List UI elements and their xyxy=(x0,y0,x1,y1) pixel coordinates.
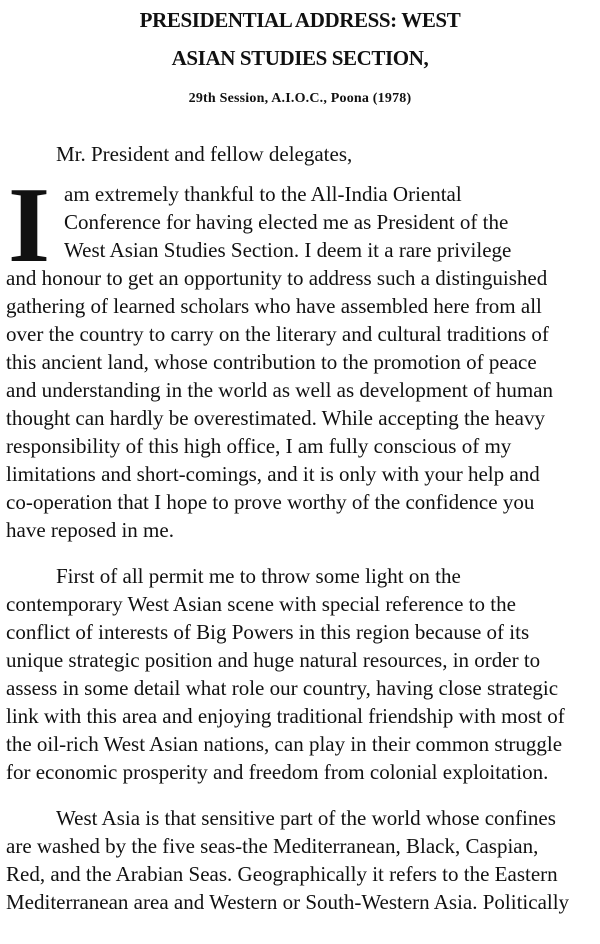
paragraph-1-line: and honour to get an opportunity to address such a distinguished xyxy=(6,266,548,290)
paragraph-2-line: First of all permit me to throw some light on the xyxy=(56,564,461,588)
paragraph-3-line: Red, and the Arabian Seas. Geographically it refers to the Eastern xyxy=(6,862,558,886)
paragraph-2-line: unique strategic position and huge natural resources, in order to xyxy=(6,648,541,672)
paragraph-3-line: are washed by the five seas-the Mediterranean, Black, Caspian, xyxy=(6,834,539,858)
heading-line-1: PRESIDENTIAL ADDRESS: WEST xyxy=(139,8,461,32)
paragraph-2-line: conflict of interests of Big Powers in this region because of its xyxy=(6,620,530,644)
paragraph-1-line: responsibility of this high office, I am fully conscious of my xyxy=(6,434,512,458)
paragraph-3-line: Mediterranean area and Western or South-Western Asia. Politically xyxy=(6,890,570,914)
paragraph-1-line: gathering of learned scholars who have assembled here from all xyxy=(6,294,542,318)
paragraph-1-line: West Asian Studies Section. I deem it a rare privilege xyxy=(64,238,512,262)
paragraph-1-line: have reposed in me. xyxy=(6,518,174,542)
paragraph-1-line: am extremely thankful to the All-India Oriental xyxy=(64,182,462,206)
paragraph-1-line: thought can hardly be overestimated. While accepting the heavy xyxy=(6,406,545,430)
paragraph-3-line: West Asia is that sensitive part of the world whose confines xyxy=(56,806,556,830)
paragraph-1-line: and understanding in the world as well as development of human xyxy=(6,378,554,402)
paragraph-1-line: this ancient land, whose contribution to the promotion of peace xyxy=(6,350,537,374)
paragraph-2-line: for economic prosperity and freedom from colonial exploitation. xyxy=(6,760,549,784)
paragraph-1-line: co-operation that I hope to prove worthy of the confidence you xyxy=(6,490,535,514)
paragraph-1-line: over the country to carry on the literary and cultural traditions of xyxy=(6,322,549,346)
paragraph-2-line: contemporary West Asian scene with special reference to the xyxy=(6,592,516,616)
paragraph-2-line: assess in some detail what role our country, having close strategic xyxy=(6,676,559,700)
heading-line-2: ASIAN STUDIES SECTION, xyxy=(171,46,429,70)
paragraph-1-line: Conference for having elected me as President of the xyxy=(64,210,509,234)
drop-cap: I xyxy=(8,166,51,285)
paragraph-1-line: limitations and short-comings, and it is only with your help and xyxy=(6,462,540,486)
paragraph-2-line: link with this area and enjoying traditional friendship with most of xyxy=(6,704,565,728)
heading-subtitle: 29th Session, A.I.O.C., Poona (1978) xyxy=(188,91,412,106)
paragraph-2-line: the oil-rich West Asian nations, can play in their common struggle xyxy=(6,732,563,756)
salutation: Mr. President and fellow delegates, xyxy=(56,142,353,166)
